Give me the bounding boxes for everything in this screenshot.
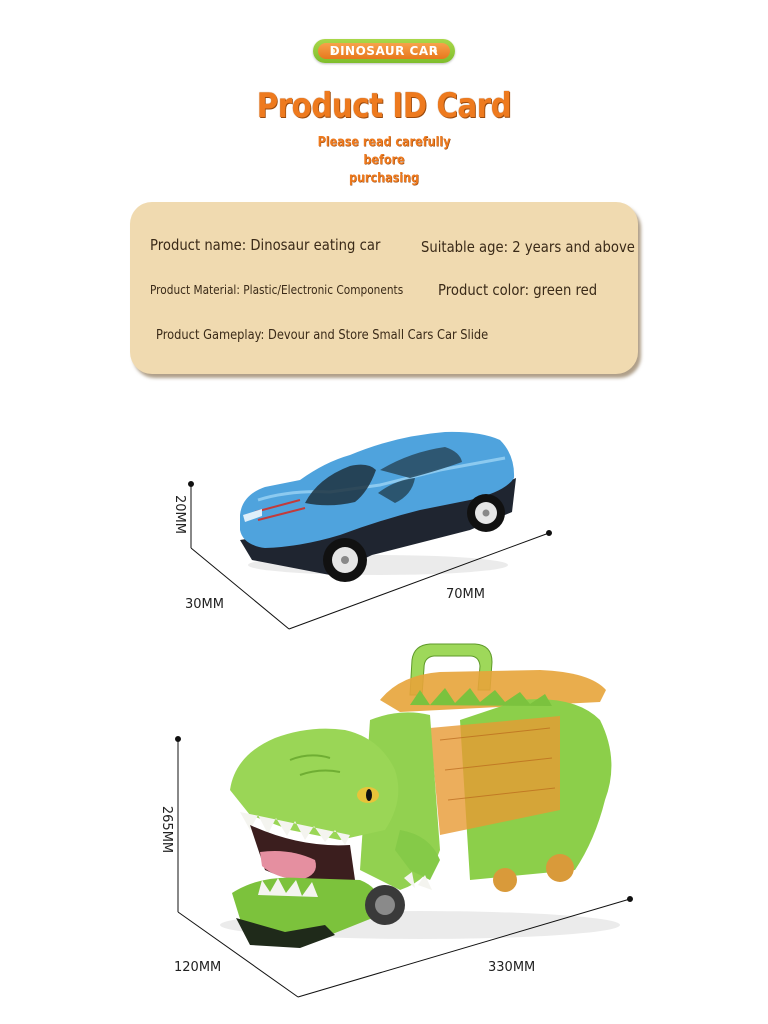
badge-label: DINOSAUR CAR bbox=[329, 44, 439, 58]
small-car-height-label: 20MM bbox=[171, 495, 187, 534]
subtitle-line-2: purchasing bbox=[348, 171, 420, 186]
blue-toy-car-image bbox=[240, 432, 516, 582]
product-material: Product Material: Plastic/Electronic Components bbox=[150, 283, 404, 297]
page-title: Product ID Card bbox=[256, 86, 512, 126]
small-car-width-label: 30MM bbox=[185, 597, 224, 612]
suitable-age: Suitable age: 2 years and above bbox=[421, 238, 635, 256]
product-color: Product color: green red bbox=[438, 281, 598, 299]
dino-car-width-label: 120MM bbox=[174, 960, 222, 975]
product-gameplay: Product Gameplay: Devour and Store Small Cars Car Slide bbox=[156, 328, 489, 343]
subtitle-line-1: Please read carefully before bbox=[317, 135, 451, 168]
dino-car-height-label: 265MM bbox=[159, 805, 175, 854]
dinosaur-car-image bbox=[220, 644, 620, 948]
dino-car-length-label: 330MM bbox=[488, 960, 536, 975]
product-name: Product name: Dinosaur eating car bbox=[150, 236, 381, 254]
small-car-length-label: 70MM bbox=[446, 587, 485, 602]
